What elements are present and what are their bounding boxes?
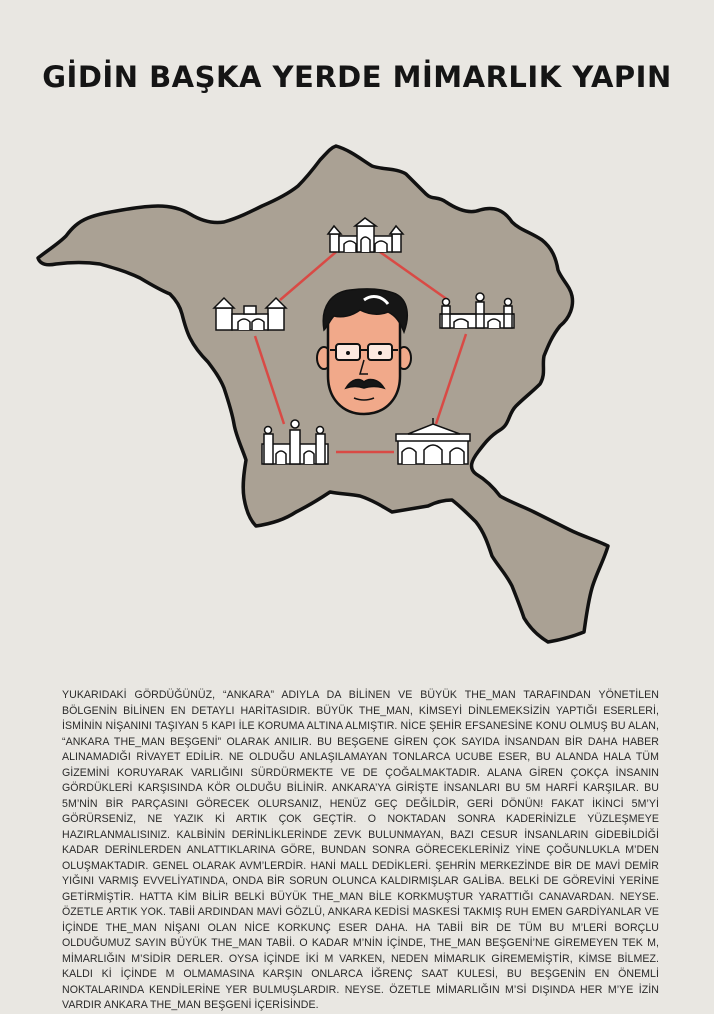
map-shape [38, 146, 608, 642]
body-text: YUKARIDAKİ GÖRDÜĞÜNÜZ, “ANKARA” ADIYLA DA BİLİNEN VE BÜYÜK THE_MAN TARAFINDAN YÖNETİLEN BÖLGENİN BİLİNEN EN DETAYLI HARİTASIDIR. BÜYÜK THE_MAN, KİMSEYİ DİNLEMEKSİZİN YAPTIĞI ESERLERİ, İSMİNİN NİŞANINI TAŞIYAN 5 KAPI İLE KORUMA ALTINA ALMIŞTIR. NİCE ŞEHİR EFSANESİNE KONU OLMUŞ BU ALAN, “ANKARA THE_MAN BEŞGENİ” OLARAK ANILIR. BU BEŞGENE GİREN ÇOK SAYIDA İNSANDAN BİR DAHA HABER ALINAMADIĞI RİVAYET EDİLİR. NE OLDUĞU ANLAŞILAMAYAN TONLARCA UCUBE ESER, BU ALANDA HALA TÜM GİZEMİNİ KORUYARAK VARLIĞINI SÜRDÜRMEKTE VE DE ÇOĞALMAKTADIR. ALANA GİREN ÇOKÇA İNSANIN GÖRDÜKLERİ KARŞISINDA KÖR OLDUĞU BİLİNİR. ANKARA’YA GİRİŞTE İNSANLARI BU 5M HARFİ KARŞILAR. BU 5M’NİN BİR PARÇASINI GÖRECEK OLURSANIZ, HENÜZ GEÇ DEĞİLDİR, GERİ DÖNÜN! FAKAT İKİNCİ 5M’Yİ GÖRÜRSENİZ, NE YAZIK Kİ ARTIK ÇOK GEÇTİR. O NOKTADAN SONRA KADERİNİZLE YÜZLEŞMEYE HAZIRLANMALISINIZ. KALBİNİN DERİNLİKLERİNDE ZEVK BULUNMAYAN, BAZI CESUR İNSANLARIN GİDEBİLDİĞİ KADAR DERİNLERDEN ANLATTIKLARINA GÖRE, BUNDAN SONRA GÖRECEKLERİNİZ YİNE ÇOĞUNLUKLA M’DEN OLUŞMAKTADIR. GENEL OLARAK AVM’LERDİR. HANİ MALL DEDİKLERİ. ŞEHRİN MERKEZİNDE BİR DE MAVİ DEMİR YIĞINI VARMIŞ EVVELİYATINDA, ONDA BİR SORUN OLUNCA KALDIRMIŞLAR GALİBA. BELKİ DE GÖREVİNİ YERİNE GETİRMİŞTİR. HATTA KİM BİLİR BELKİ BÜYÜK THE_MAN BİLE KORKMUŞTUR YARATTIĞI CANAVARDAN. NEYSE. ÖZETLE ARTIK YOK. TABİİ ARDINDAN MAVİ GÖZLÜ, ANKARA KEDİSİ MASKESİ TAKMIŞ RUH EMEN GARDİYANLAR VE İÇİNDE THE_MAN NİŞANI OLAN NİCE KORKUNÇ ESER DAHA. HA TABİİ BİR DE TÜM BU M’LERİ BORÇLU OLDUĞUMUZ SAYIN BÜYÜK THE_MAN TABİİ. O KADAR M’NİN İÇİNDE, THE_MAN BEŞGENİ’NE GİREMEYEN TEK M, MİMARLIĞIN M’SİDİR DERLER. OYSA İÇİNDE İKİ M VARKEN, NEDEN MİMARLIK GİREMEMİŞTİR, KİMSE BİLMEZ. KALDI Kİ İÇİNDE M OLMAMASINA KARŞIN ONLARCA İĞRENÇ SAAT KULESİ, BU BEŞGENİN EN ÖNEMLİ NOKTALARINDA KENDİLERİNE YER BULMUŞLARDIR. NEYSE. ÖZETLE MİMARLIĞIN M’Sİ DIŞINDA HER M’YE İZİN VARDIR ANKARA THE_MAN BEŞGENİ İÇERİSİNDE. [62, 689, 659, 1011]
poster-title: GİDİN BAŞKA YERDE MİMARLIK YAPIN [42, 60, 672, 94]
mayor-face-icon [317, 289, 411, 414]
